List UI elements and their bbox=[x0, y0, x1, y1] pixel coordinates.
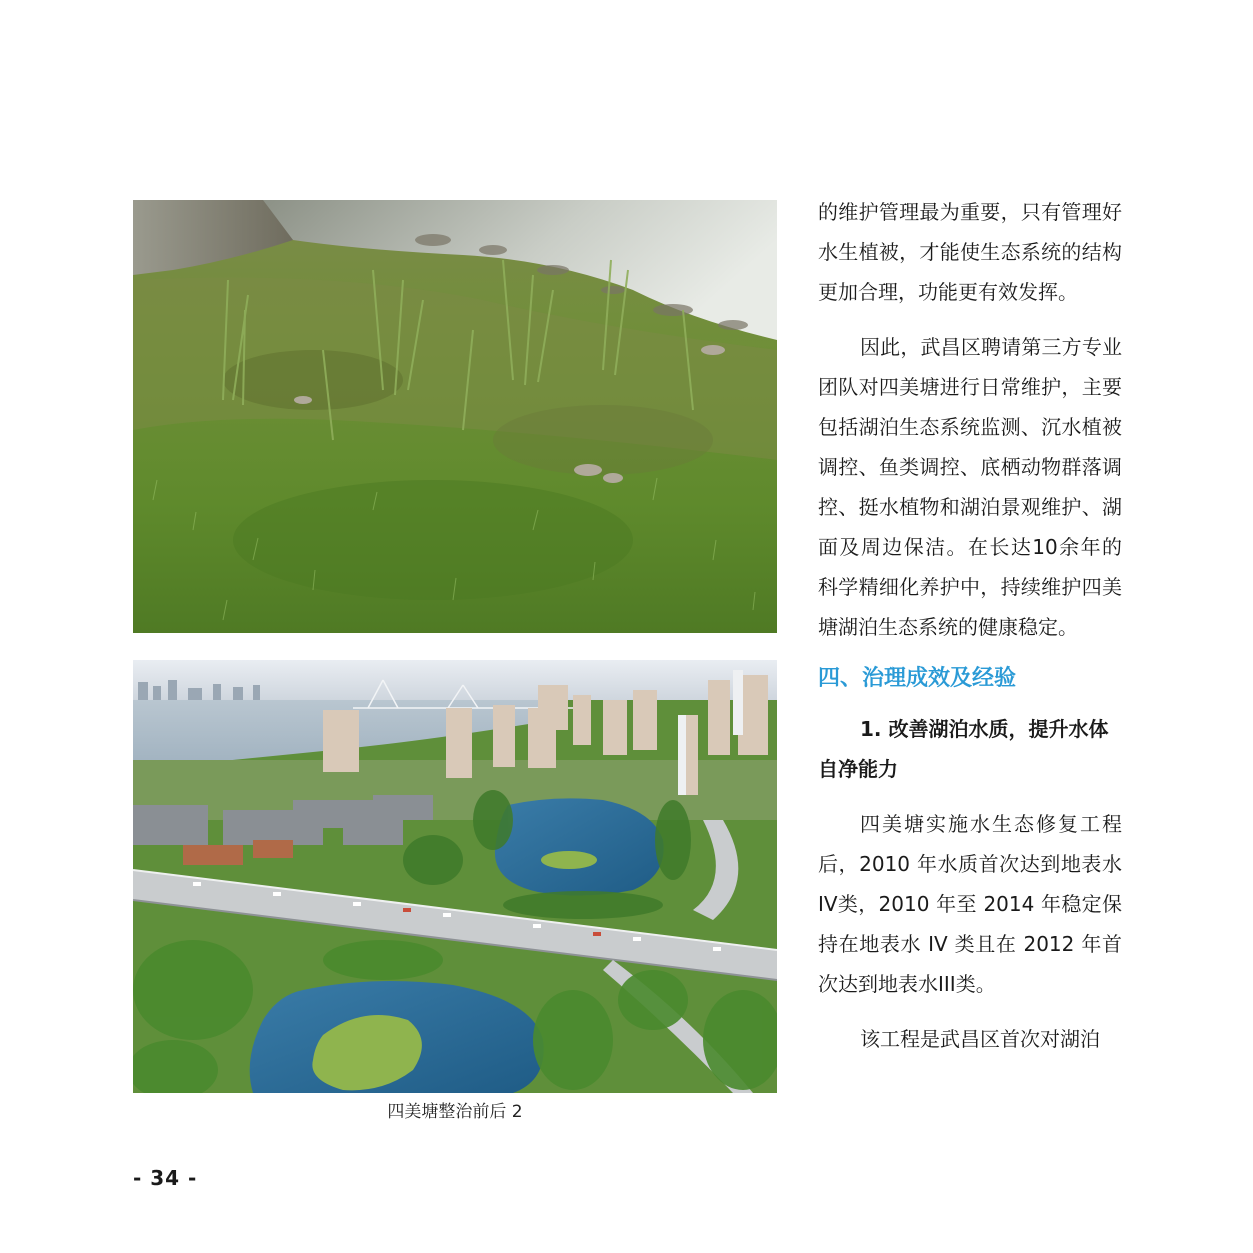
paragraph-continued: 的维护管理最为重要，只有管理好水生植被，才能使生态系统的结构更加合理，功能更有效发挥。 bbox=[818, 200, 1122, 304]
paragraph-project: 该工程是武昌区首次对湖泊 bbox=[860, 1027, 1100, 1051]
paragraph-maintenance: 因此，武昌区聘请第三方专业团队对四美塘进行日常维护，主要包括湖泊生态系统监测、沉水植被调控、鱼类调控、底栖动物群落调控、挺水植物和湖泊景观维护、湖面及周边保洁。在长达10余年的科学精细化养护中，持续维护四美塘湖泊生态系统的健康稳定。 bbox=[818, 335, 1122, 639]
photo-before-grass-shoreline bbox=[133, 200, 777, 633]
grass-shoreline-image bbox=[133, 200, 777, 633]
section-heading: 四、治理成效及经验 bbox=[818, 666, 1017, 691]
text-column bbox=[818, 192, 1122, 1059]
paragraph-water-quality: 四美塘实施水生态修复工程后，2010 年水质首次达到地表水IV类，2010 年至 2014 年稳定保持在地表水 IV 类且在 2012 年首次达到地表水III类。 bbox=[818, 812, 1122, 996]
sub-heading: 1. 改善湖泊水质，提升水体自净能力 bbox=[818, 717, 1109, 781]
figure-caption: 四美塘整治前后 2 bbox=[387, 1102, 523, 1122]
aerial-lake-image bbox=[133, 660, 777, 1093]
photo-after-aerial-lake bbox=[133, 660, 777, 1093]
page-number: - 34 - bbox=[133, 1166, 198, 1190]
